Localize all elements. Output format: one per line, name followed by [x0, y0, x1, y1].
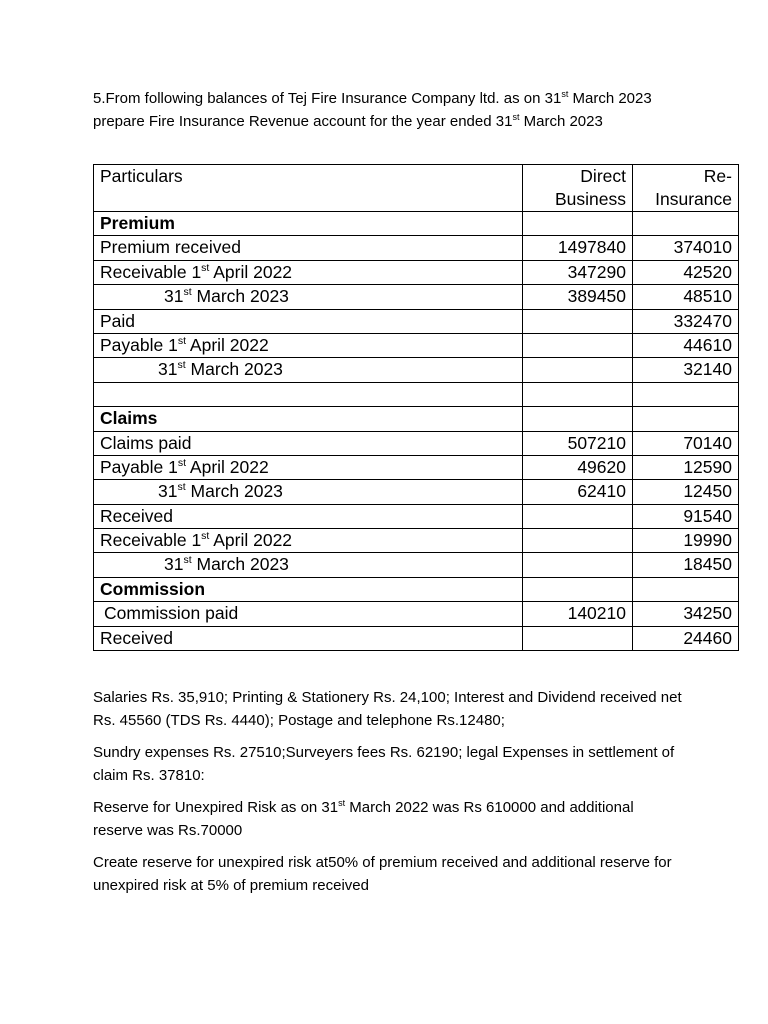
note-expenses: Salaries Rs. 35,910; Printing & Stationery Rs. 24,100; Interest and Dividend received net Rs. 45560 (TDS Rs. 4440); Postage and telephone Rs.12480;	[93, 689, 682, 729]
section-heading-row	[94, 407, 739, 431]
table-row: 31st March 2023 32140	[94, 358, 739, 382]
table-row: 31st March 2023 62410 12450	[94, 480, 739, 504]
table-row: Claims paid 507210 70140	[94, 431, 739, 455]
question-number: 5.	[93, 90, 106, 107]
table-row: 31st March 2023 389450 48510	[94, 285, 739, 309]
table-row: Commission paid 140210 34250	[94, 602, 739, 626]
table-header-row	[94, 165, 739, 212]
premium-heading: Premium	[94, 212, 523, 236]
table-row: Receivable 1st April 2022 19990	[94, 529, 739, 553]
additional-notes	[93, 686, 683, 906]
section-heading-row	[94, 212, 739, 236]
note-sundry: Sundry expenses Rs. 27510;Surveyers fees Rs. 62190; legal Expenses in settlement of claim Rs. 37810:	[93, 744, 675, 784]
table-row: Paid 332470	[94, 309, 739, 333]
table-row: Received 91540	[94, 504, 739, 528]
empty-row	[94, 382, 739, 406]
header-particulars: Particulars	[94, 165, 523, 212]
table-row: Received 24460	[94, 626, 739, 650]
table-row: Payable 1st April 2022 49620 12590	[94, 455, 739, 479]
note-reserve: Reserve for Unexpired Risk as on 31st March 2022 was Rs 610000 and additional reserve was Rs.70000	[93, 798, 634, 839]
note-instruction: Create reserve for unexpired risk at50% of premium received and additional reserve for unexpired risk at 5% of premium received	[93, 854, 672, 894]
balances-table	[93, 164, 739, 651]
section-heading-row	[94, 577, 739, 601]
table-row: Payable 1st April 2022 44610	[94, 333, 739, 357]
table-row: Premium received 1497840 374010	[94, 236, 739, 260]
table-row: Receivable 1st April 2022 347290 42520	[94, 260, 739, 284]
table-row: 31st March 2023 18450	[94, 553, 739, 577]
header-re-insurance: Re- Insurance	[633, 165, 739, 212]
claims-heading: Claims	[94, 407, 523, 431]
question-text: 5.From following balances of Tej Fire Insurance Company ltd. as on 31st March 2023 prepare Fire Insurance Revenue account for the year ended 31st March 2023	[93, 89, 652, 130]
header-direct-business: Direct Business	[523, 165, 633, 212]
commission-heading: Commission	[94, 577, 523, 601]
